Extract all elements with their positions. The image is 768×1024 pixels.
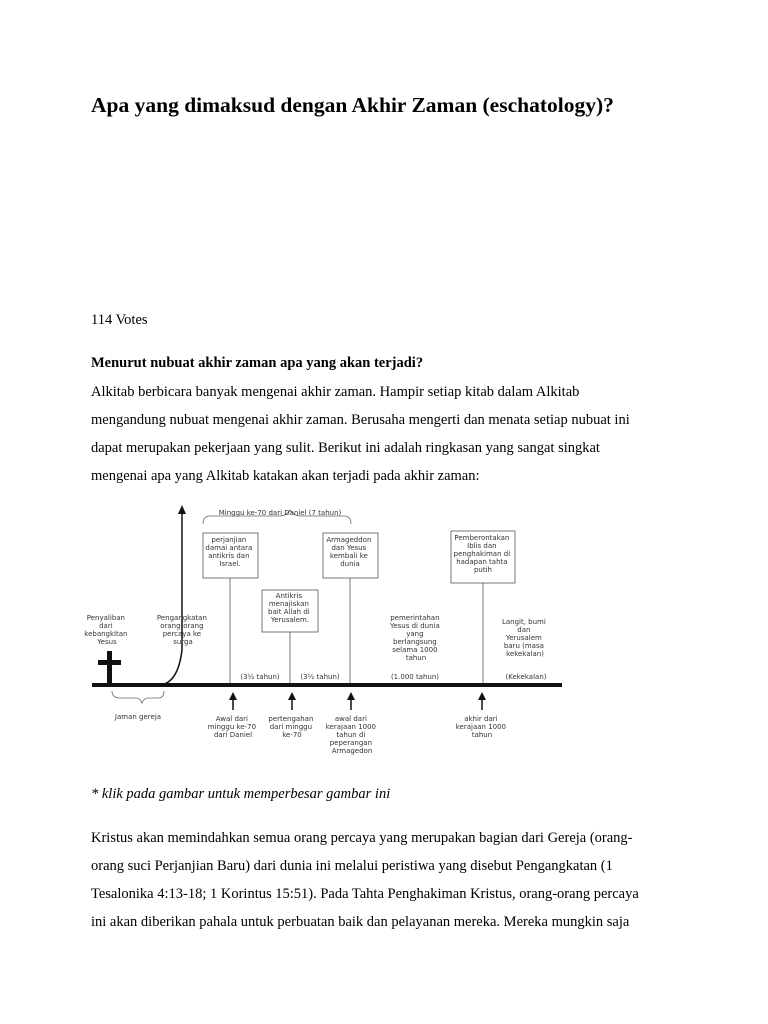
rebellion-line: hadapan tahta	[456, 558, 508, 566]
page-title: Apa yang dimaksud dengan Akhir Zaman (eschatology)?	[91, 93, 614, 117]
rapture-line: surga	[173, 638, 193, 646]
crucifixion-line: Penyaliban	[86, 614, 125, 622]
start-kingdom-text	[326, 715, 379, 755]
covenant-line: perjanjian	[211, 536, 247, 544]
up-arrow-icon	[288, 692, 296, 700]
end-kingdom-text	[456, 715, 509, 739]
cross-icon	[107, 651, 112, 684]
period-label: (3½ tahun)	[300, 673, 340, 681]
rapture-line: percaya ke	[162, 630, 202, 638]
rapture-curve	[160, 510, 182, 685]
start-week-line: dari Daniel	[213, 731, 253, 739]
crucifixion-line: dari	[99, 622, 113, 630]
up-arrow-icon	[229, 692, 237, 700]
covenant-line: damai antara	[205, 544, 253, 552]
crucifixion-line: kebangkitan	[84, 630, 128, 638]
millennium-line: tahun	[405, 654, 427, 662]
period-label: (3½ tahun)	[240, 673, 280, 681]
mid-week-line: pertengahan	[268, 715, 314, 723]
armageddon-line: Armageddon	[326, 536, 372, 544]
rebellion-line: Pemberontakan	[454, 534, 510, 542]
daniel-week-label: Minggu ke-70 dari Daniel (7 tahun)	[218, 509, 342, 517]
start-week-line: Awal dari	[215, 715, 249, 723]
millennium-line: selama 1000	[392, 646, 438, 654]
intro-paragraph	[91, 378, 691, 490]
start-kingdom-line: awal dari	[334, 715, 367, 723]
start-week-line: minggu ke-70	[207, 723, 257, 731]
church-age-label: Jaman gereja	[114, 713, 162, 721]
crucifixion-line: Yesus	[97, 638, 117, 646]
new-heaven-line: kekekalan)	[506, 650, 544, 658]
up-arrow-icon	[347, 692, 355, 700]
armageddon-line: dan Yesus	[331, 544, 367, 552]
period-label: (1.000 tahun)	[390, 673, 440, 681]
rapture-line: Pengangkatan	[156, 614, 207, 622]
millennium-line: yang	[406, 630, 424, 638]
mid-week-line: dari minggu	[269, 723, 313, 731]
start-kingdom-line: tahun di	[336, 731, 366, 739]
antichrist-line: Yerusalem.	[270, 616, 310, 624]
cross-icon-beam	[98, 660, 121, 665]
rebellion-line: penghakiman di	[453, 550, 511, 558]
new-heaven-text	[502, 618, 548, 658]
covenant-line: antikris dan	[208, 552, 250, 560]
rapture-text	[157, 614, 209, 646]
start-kingdom-line: Armagedon	[331, 747, 373, 755]
rebellion-line: Iblis dan	[467, 542, 497, 550]
antichrist-line: bait Allah di	[268, 608, 310, 616]
text-line: Tesalonika 4:13-18; 1 Korintus 15:51). Pada Tahta Penghakiman Kristus, orang-orang percaya	[91, 886, 639, 902]
text-line: dapat merupakan pekerjaan yang sulit. Berikut ini adalah ringkasan yang sangat singkat	[91, 440, 600, 456]
antichrist-line: menajiskan	[268, 600, 309, 608]
mid-week-line: ke-70	[282, 731, 302, 739]
millennium-line: berlangsung	[393, 638, 437, 646]
text-line: mengandung nubuat mengenai akhir zaman. Berusaha mengerti dan menata setiap nubuat ini	[91, 412, 630, 428]
crucifixion-text	[84, 614, 129, 646]
text-line: ini akan diberikan pahala untuk perbuatan baik dan pelayanan mereka. Mereka mungkin saja	[91, 914, 630, 930]
antichrist-line: Antikris	[275, 592, 303, 600]
armageddon-line: kembali ke	[329, 552, 368, 560]
text-line: orang suci Perjanjian Baru) dari dunia ini melalui peristiwa yang disebut Pengangkatan (1	[91, 858, 613, 874]
text-line: Kristus akan memindahkan semua orang percaya yang merupakan bagian dari Gereja (orang-	[91, 830, 633, 846]
text-line: Alkitab berbicara banyak mengenai akhir zaman. Hampir setiap kitab dalam Alkitab	[91, 384, 580, 400]
end-kingdom-line: akhir dari	[464, 715, 498, 723]
end-kingdom-line: kerajaan 1000	[455, 723, 507, 731]
millennium-text	[389, 614, 442, 662]
rapture-line: orang-orang	[160, 622, 204, 630]
end-times-timeline-diagram[interactable]	[84, 500, 570, 770]
millennium-line: pemerintahan	[390, 614, 440, 622]
new-heaven-line: Langit, bumi	[501, 618, 546, 626]
end-kingdom-line: tahun	[471, 731, 493, 739]
up-arrow-icon	[178, 505, 186, 514]
church-age-brace	[112, 691, 164, 703]
mid-week-text	[268, 715, 315, 739]
millennium-line: Yesus di dunia	[389, 622, 440, 630]
up-arrow-icon	[478, 692, 486, 700]
start-kingdom-line: kerajaan 1000	[325, 723, 377, 731]
rebellion-line: putih	[473, 566, 493, 574]
diagram-caption[interactable]: * klik pada gambar untuk memperbesar gambar ini	[91, 786, 391, 802]
body-paragraph	[91, 824, 691, 936]
covenant-line: Israel.	[219, 560, 241, 568]
armageddon-line: dunia	[340, 560, 360, 568]
new-heaven-line: Yerusalem	[505, 634, 542, 642]
new-heaven-line: baru (masa	[503, 642, 544, 650]
start-week-text	[208, 715, 259, 739]
new-heaven-line: dan	[517, 626, 531, 634]
start-kingdom-line: peperangan	[329, 739, 373, 747]
section-heading: Menurut nubuat akhir zaman apa yang akan terjadi?	[91, 355, 424, 371]
votes-count: 114 Votes	[91, 312, 148, 328]
text-line: mengenai apa yang Alkitab katakan akan terjadi pada akhir zaman:	[91, 468, 480, 484]
period-label: (Kekekalan)	[505, 673, 547, 681]
